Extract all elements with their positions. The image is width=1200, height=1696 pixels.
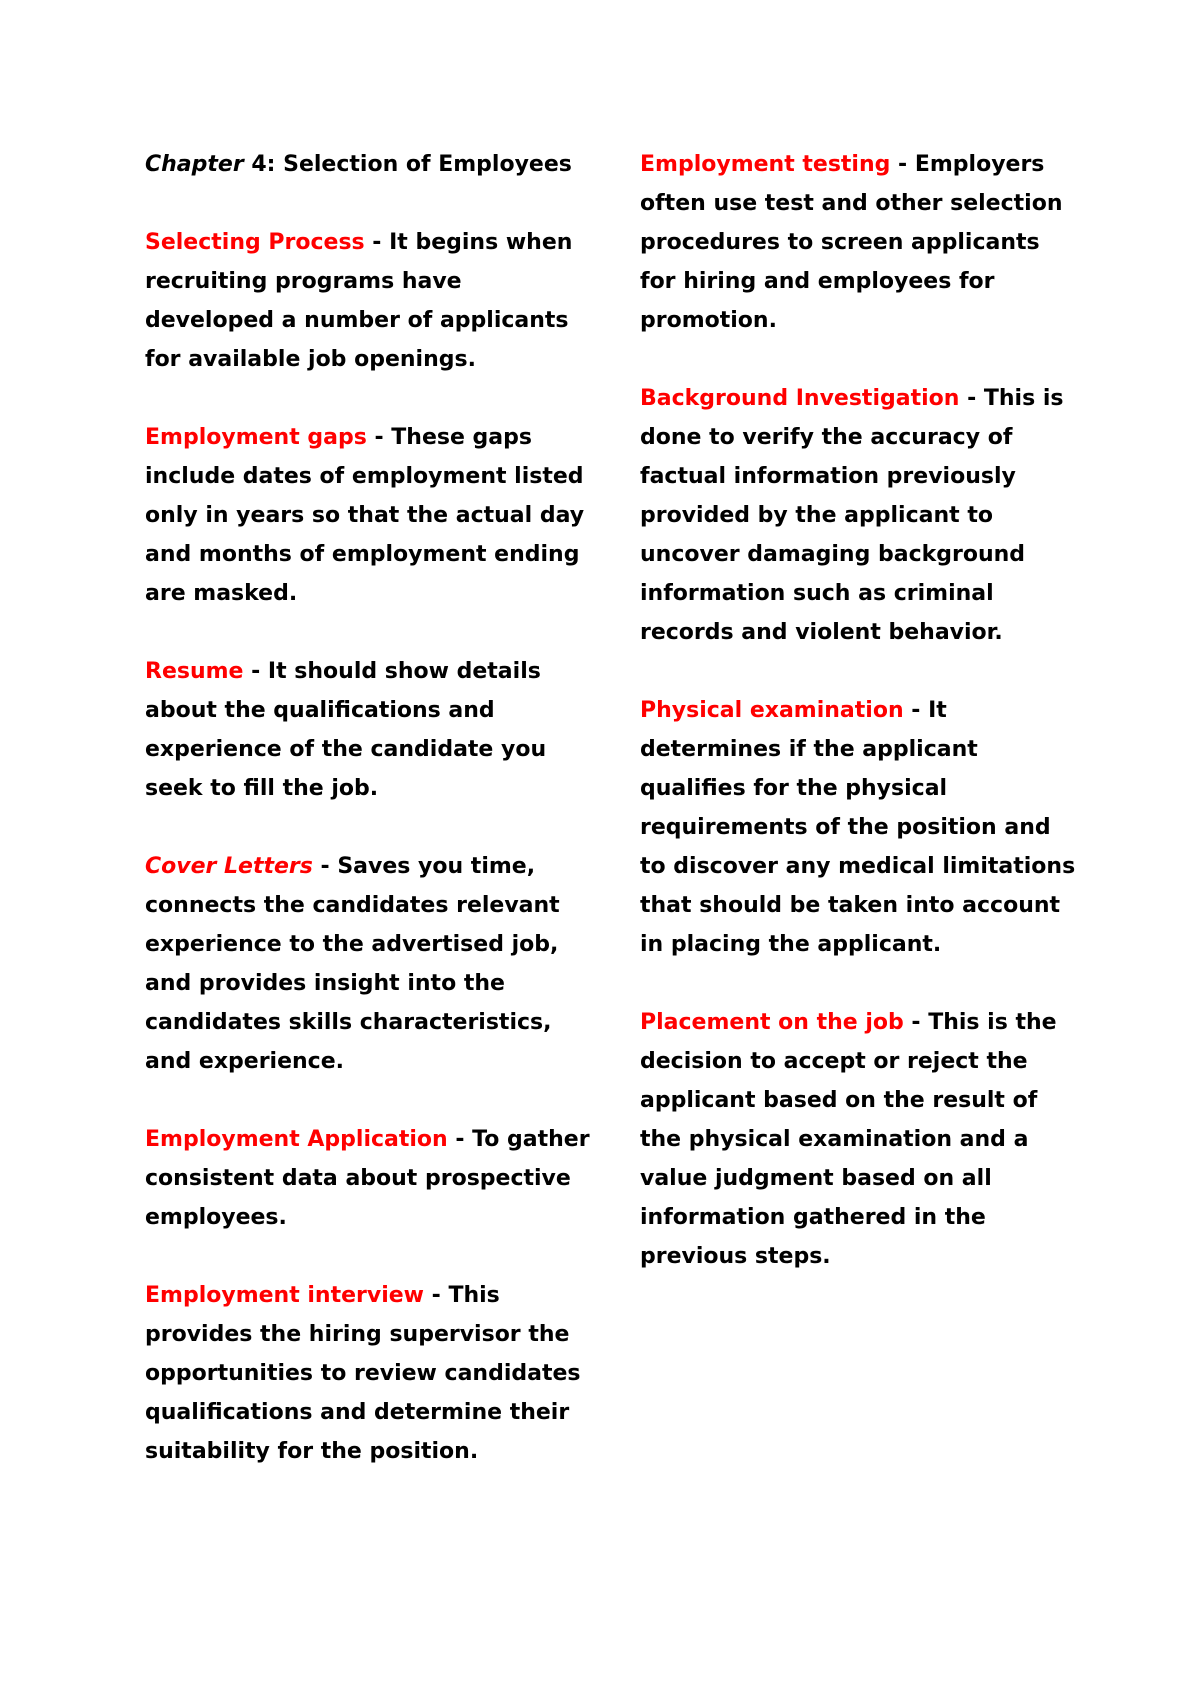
entry-term: Employment Application [145, 1127, 448, 1152]
entry-selecting-process [145, 223, 590, 379]
entry-definition: It should show details about the qualifications and experience of the candidate you seek to fill the job. [145, 659, 547, 801]
entry-cover-letters [145, 847, 590, 1081]
entry-definition: This is the decision to accept or reject the applicant based on the result of the physical examination and a value judgment based on all information gathered in the previous steps. [640, 1010, 1057, 1269]
entry-separator: - [364, 230, 390, 255]
entry-background-investigation [640, 379, 1080, 652]
entry-definition: Saves you time, connects the candidates relevant experience to the advertised job, and provides insight into the candidates skills characteristics, and experience. [145, 854, 560, 1074]
entry-employment-interview [145, 1276, 590, 1471]
entry-separator: - [447, 1127, 473, 1152]
entry-separator: - [903, 698, 929, 723]
entry-term: Placement on the job [640, 1010, 904, 1035]
entry-employment-testing [640, 145, 1080, 340]
entry-term: Employment gaps [145, 425, 367, 450]
entry-separator: - [424, 1283, 449, 1308]
entry-term: Background Investigation [640, 386, 960, 411]
entry-separator: - [312, 854, 338, 879]
entry-resume [145, 652, 590, 808]
entry-definition: This provides the hiring supervisor the opportunities to review candidates qualifications and determine their suitability for the position. [145, 1283, 581, 1464]
chapter-title [145, 145, 590, 184]
entry-definition: These gaps include dates of employment listed only in years so that the actual day and months of employment ending are masked. [145, 425, 585, 606]
left-column [145, 145, 590, 1510]
entry-term: Employment interview [145, 1283, 424, 1308]
entry-employment-gaps [145, 418, 590, 613]
entry-definition: It begins when recruiting programs have developed a number of applicants for available job openings. [145, 230, 573, 372]
right-column [640, 145, 1080, 1315]
entry-separator: - [243, 659, 268, 684]
entry-placement-on-the-job [640, 1003, 1080, 1276]
entry-separator: - [366, 425, 392, 450]
entry-definition: It determines if the applicant qualifies for the physical requirements of the position and to discover any medical limitations that should be taken into account in placing the applicant. [640, 698, 1076, 957]
entry-separator: - [903, 1010, 929, 1035]
entry-term: Employment testing [640, 152, 891, 177]
entry-definition: This is done to verify the accuracy of factual information previously provided by the applicant to uncover damaging background information such as criminal records and violent behavior. [640, 386, 1064, 645]
entry-definition: Employers often use test and other selection procedures to screen applicants for hiring and employees for promotion. [640, 152, 1063, 333]
entry-term: Selecting Process [145, 230, 365, 255]
entry-physical-examination [640, 691, 1080, 964]
entry-term: Physical examination [640, 698, 904, 723]
chapter-title-prefix: Chapter [145, 152, 244, 177]
chapter-title-rest: 4: Selection of Employees [243, 152, 572, 177]
entry-definition: To gather consistent data about prospective employees. [145, 1127, 590, 1230]
entry-separator: - [890, 152, 915, 177]
entry-separator: - [959, 386, 984, 411]
entry-employment-application [145, 1120, 590, 1237]
entry-term: Cover Letters [145, 854, 313, 879]
entry-term: Resume [145, 659, 244, 684]
